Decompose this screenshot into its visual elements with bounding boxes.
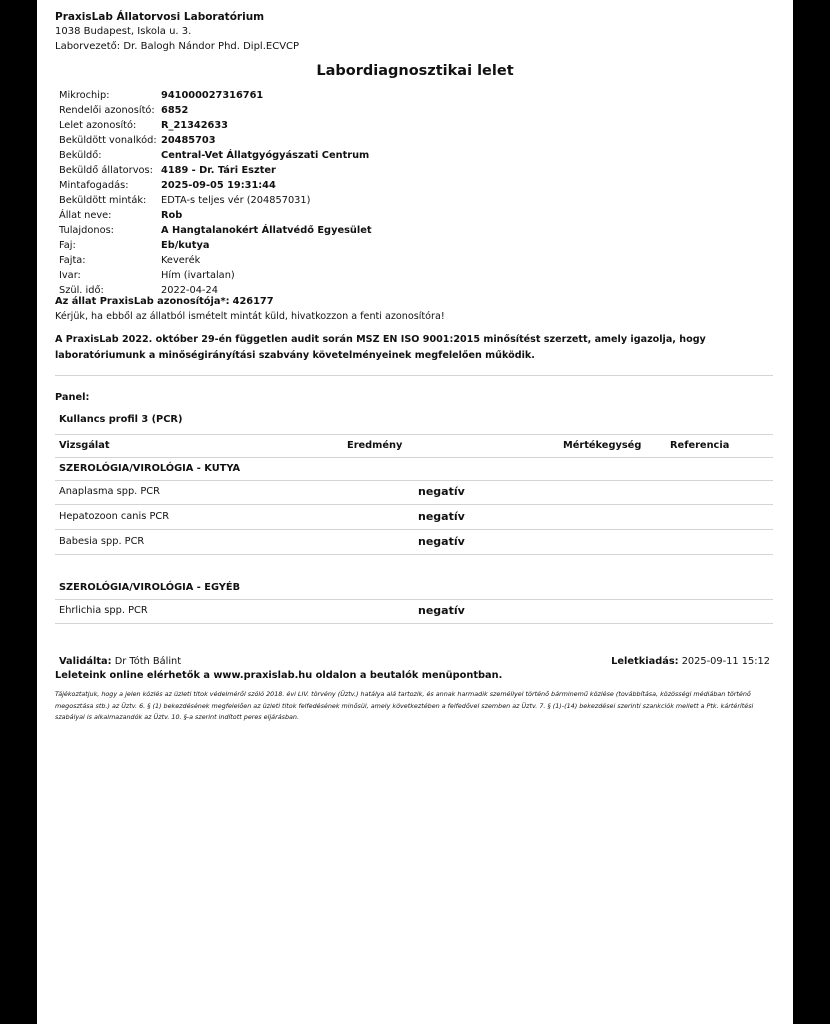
issued-line xyxy=(611,656,770,667)
info-row xyxy=(59,195,559,210)
info-row xyxy=(59,120,559,135)
test-name: Anaplasma spp. PCR xyxy=(59,486,160,497)
online-note: Leleteink online elérhetők a www.praxislab.hu oldalon a beutalók menüpontban. xyxy=(55,670,503,681)
info-row xyxy=(59,255,559,270)
info-value: Keverék xyxy=(161,255,201,266)
info-value: 6852 xyxy=(161,105,189,116)
divider xyxy=(55,480,773,481)
divider xyxy=(55,529,773,530)
info-value: 941000027316761 xyxy=(161,90,264,101)
issued-label: Leletkiadás: xyxy=(611,656,679,667)
panel-label: Panel: xyxy=(55,392,90,403)
header-test: Vizsgálat xyxy=(59,440,110,451)
test-result: negatív xyxy=(418,485,465,498)
info-row xyxy=(59,90,559,105)
header-result: Eredmény xyxy=(347,440,403,451)
animal-id-label: Az állat PraxisLab azonosítója*: xyxy=(55,296,230,307)
divider xyxy=(55,623,773,624)
info-value: R_21342633 xyxy=(161,120,228,131)
info-value: 4189 - Dr. Tári Eszter xyxy=(161,165,276,176)
info-label: Fajta: xyxy=(59,255,86,266)
info-row xyxy=(59,150,559,165)
divider xyxy=(55,599,773,600)
info-value: A Hangtalanokért Állatvédő Egyesület xyxy=(161,225,372,236)
header-unit: Mértékegység xyxy=(563,440,642,451)
info-value: 2025-09-05 19:31:44 xyxy=(161,180,276,191)
info-label: Faj: xyxy=(59,240,76,251)
document-title: Labordiagnosztikai lelet xyxy=(316,63,514,79)
info-label: Ivar: xyxy=(59,270,81,281)
info-label: Állat neve: xyxy=(59,210,112,221)
divider xyxy=(55,375,773,376)
test-result: negatív xyxy=(418,535,465,548)
disclaimer: Tájékoztatjuk, hogy a jelen közlés az üzleti titok védelméről szóló 2018. évi LIV. törvény (Üztv.) hatálya alá tartozik, és annak harmadik személlyel történő bárminemű közlése (továbbítása, közösségi médiában történő megosztása stb.) az Üztv. 6. § (1) bekezdésének megfelelően az üzleti titok felfedésének minősül, amely következtében a felfedővel szemben az Üztv. 7. § (1)-(14) bekezdései szerinti szankciók mellett a Ptk. kártérítési szabályai is alkalmazandók az Üztv. 10. §-a szerint indított peres eljárásban. xyxy=(55,690,754,721)
info-row xyxy=(59,180,559,195)
test-name: Ehrlichia spp. PCR xyxy=(59,605,148,616)
lab-address: 1038 Budapest, Iskola u. 3. xyxy=(55,26,192,37)
info-row xyxy=(59,225,559,240)
info-value: EDTA-s teljes vér (204857031) xyxy=(161,195,311,206)
info-label: Szül. idő: xyxy=(59,285,104,296)
info-value: Hím (ivartalan) xyxy=(161,270,235,281)
info-value: 2022-04-24 xyxy=(161,285,218,296)
validated-label: Validálta: xyxy=(59,656,112,667)
info-label: Beküldött minták: xyxy=(59,195,147,206)
animal-id-value: 426177 xyxy=(232,296,274,307)
repeat-sample-note: Kérjük, ha ebből az állatból ismételt mintát küld, hivatkozzon a fenti azonosítóra! xyxy=(55,311,445,322)
info-row xyxy=(59,270,559,285)
divider xyxy=(55,457,773,458)
info-label: Tulajdonos: xyxy=(59,225,114,236)
info-value: 20485703 xyxy=(161,135,216,146)
info-label: Beküldött vonalkód: xyxy=(59,135,157,146)
test-name: Babesia spp. PCR xyxy=(59,536,145,547)
lab-name: PraxisLab Állatorvosi Laboratórium xyxy=(55,11,265,23)
audit-note: A PraxisLab 2022. október 29-én független audit során MSZ EN ISO 9001:2015 minősítést szerzett, amely igazolja, hogy laboratóriumunk a minőségirányítási szabvány követelményeinek megfelelően működik. xyxy=(55,334,706,361)
info-value: Rob xyxy=(161,210,183,221)
info-value: Central-Vet Állatgyógyászati Centrum xyxy=(161,150,370,161)
lab-director: Laborvezető: Dr. Balogh Nándor Phd. Dipl.ECVCP xyxy=(55,41,300,52)
info-label: Mintafogadás: xyxy=(59,180,129,191)
info-label: Beküldő: xyxy=(59,150,102,161)
header-reference: Referencia xyxy=(670,440,730,451)
info-value: Eb/kutya xyxy=(161,240,210,251)
info-label: Rendelői azonosító: xyxy=(59,105,155,116)
section-title: SZEROLÓGIA/VIROLÓGIA - KUTYA xyxy=(59,463,241,474)
info-label: Mikrochip: xyxy=(59,90,110,101)
info-label: Lelet azonosító: xyxy=(59,120,137,131)
animal-id-line xyxy=(55,296,274,307)
divider xyxy=(55,504,773,505)
info-row xyxy=(59,210,559,225)
validated-line xyxy=(59,656,181,667)
test-result: negatív xyxy=(418,604,465,617)
test-name: Hepatozoon canis PCR xyxy=(59,511,169,522)
info-row xyxy=(59,135,559,150)
info-row xyxy=(59,165,559,180)
panel-name: Kullancs profil 3 (PCR) xyxy=(59,414,183,425)
section-title: SZEROLÓGIA/VIROLÓGIA - EGYÉB xyxy=(59,582,241,593)
divider xyxy=(55,554,773,555)
info-row xyxy=(59,105,559,120)
info-label: Beküldő állatorvos: xyxy=(59,165,153,176)
info-row xyxy=(59,240,559,255)
test-result: negatív xyxy=(418,510,465,523)
validated-by: Dr Tóth Bálint xyxy=(114,656,182,667)
issued-at: 2025-09-11 15:12 xyxy=(681,656,770,667)
report-page xyxy=(37,0,793,1024)
divider xyxy=(55,434,773,435)
